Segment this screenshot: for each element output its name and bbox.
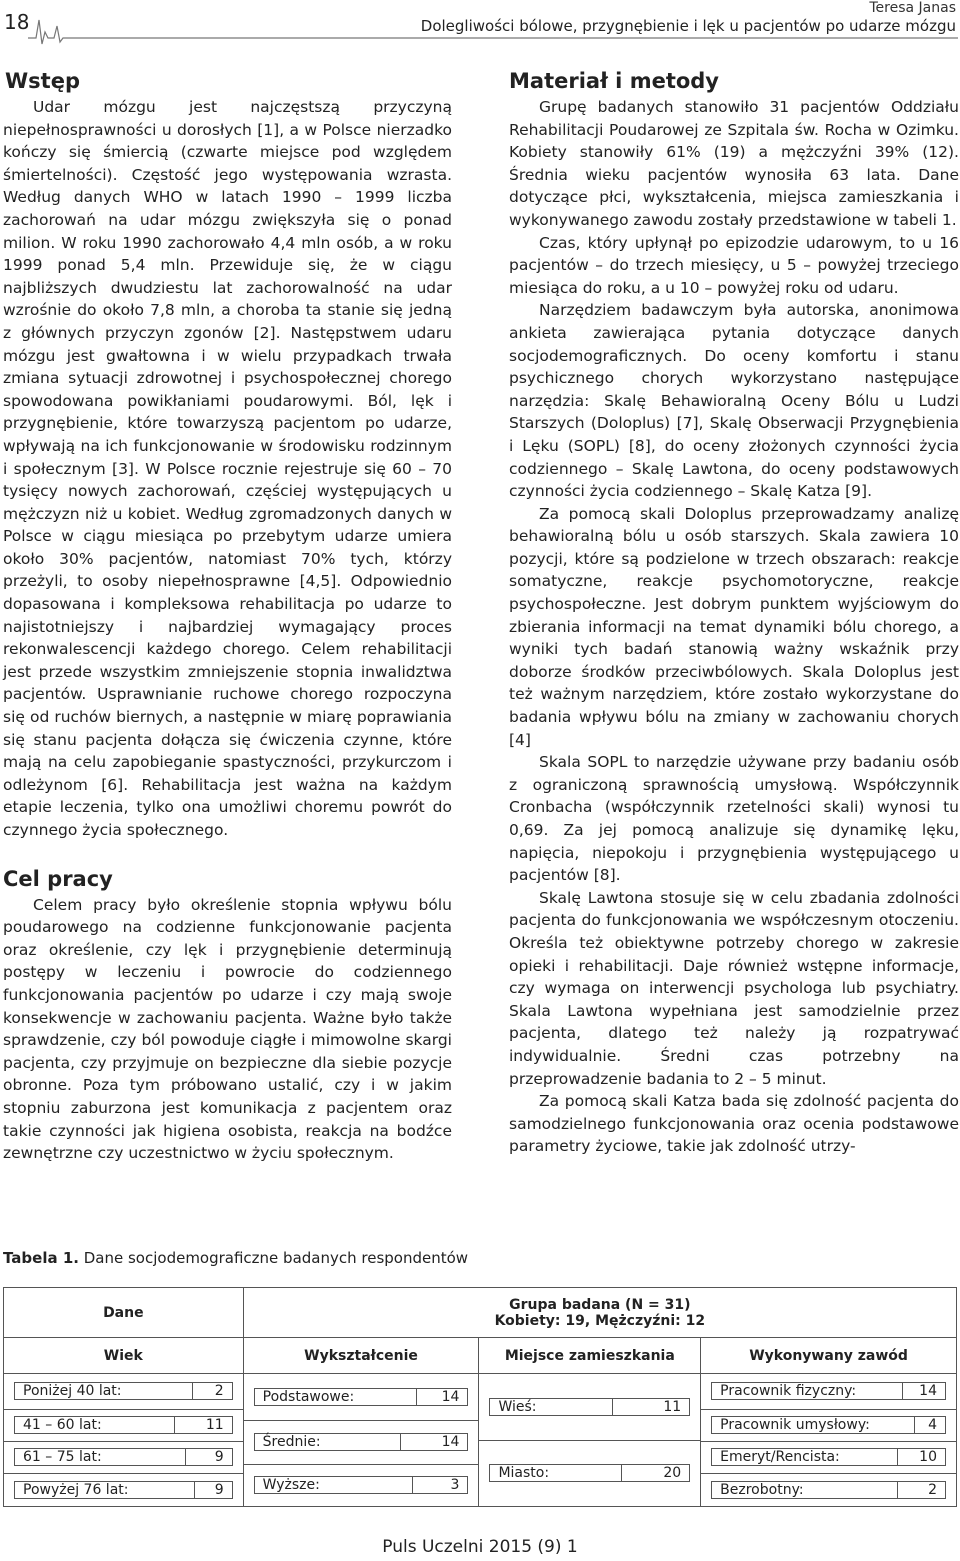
section-heading-intro: Wstęp bbox=[5, 69, 80, 93]
age-value: 9 bbox=[186, 1449, 232, 1466]
table-row bbox=[701, 1441, 956, 1473]
education-cell bbox=[243, 1374, 479, 1507]
table-row bbox=[701, 1473, 956, 1506]
methods-paragraph: Skala SOPL to narzędzie używane przy badaniu osób z ograniczoną sprawnością umysłową. Współczynnik Cronbacha (współczynnik rzetelności skali) wynosi tu 0,69. Za jej pomocą analizuje się dynamikę lęku, napięcia, niepokoju i przygnębienia występującego u pacjentów [8]. bbox=[509, 753, 959, 885]
intro-paragraph: Udar mózgu jest najczęstszą przyczyną niepełnosprawności u dorosłych [1], a w Polsce nierzadko kończy się śmiercią (czwarte miejsce pod względem śmiertelności). Częstość jego występowania wzrasta. Według danych WHO w latach 1990 – 1999 liczba zachorowań na udar mózgu zwiększyła się o ponad milion. W roku 1990 zachorowało 4,4 mln osób, a w roku 1999 ponad 5,4 mln. Przewiduje się, że w ciągu najbliższych dwudziestu lat zachorowalność na udar wzrośnie do około 7,8 mln, a choroba ta stanie się jedną z głównych przyczyn zgonów [2]. Następstwem udaru mózgu jest gwałtowna i w wielu przypadkach trwała zmiana sytuacji zdrowotnej i psychospołecznej chorego spowodowana powikłaniami poudarowymi. Ból, lęk i przygnębienie, które towarzyszą pacjentom po udarze, wpływają na ich funkcjonowanie w środowisku rodzinnym i społecznym [3]. W Polsce rocznie rejestruje się 60 – 70 tysięcy nowych zachorowań, częściej występujących u mężczyzn niż u kobiet. Według zgromadzonych danych w Polsce w ciągu miesiąca po przebytym udarze umiera około 30% pacjentów, natomiast 70% tych, którzy przeżyli, to osoby niepełnosprawne [4,5]. Odpowiednio dopasowana i kompleksowa rehabilitacja po udarze to najistotniejszy i najbardziej wymagający proces rekonwalescencji każdego chorego. Celem rehabilitacji jest przede wszystkim zmniejszenie stopnia inwalidztwa pacjentów. Usprawnianie ruchowe chorego rozpoczyna się od ruchów biernych, a następnie w miarę poprawiania się stanu pacjenta dołącza się ćwiczenia czynne, które mają na celu zapobieganie spastyczności, przykurczom i odleżynom [6]. Rehabilitacja jest ważna na każdym etapie leczenia, tylko ona umożliwi choremu powrót do czynnego życia społecznego. bbox=[3, 98, 452, 839]
occupation-list bbox=[701, 1374, 956, 1506]
education-value: 3 bbox=[413, 1477, 468, 1494]
occupation-label: Pracownik umysłowy: bbox=[712, 1417, 914, 1434]
table-row bbox=[701, 1409, 956, 1441]
methods-paragraph: Czas, który upłynął po epizodzie udarowym, to u 16 pacjentów – do trzech miesięcy, u 5 – powyżej trzeciego miesiąca do roku, a u 10 – powyżej roku od udaru. bbox=[509, 233, 959, 297]
methods-paragraph: Skalę Lawtona stosuje się w celu zbadania zdolności pacjenta do funkcjonowania we współczesnym otoczeniu. Określa też obiektywne potrzeby chorego w zakresie opieki i rehabilitacji. Daje również wstępne informacje, czy wymaga on interwencji psychologa lub psychiatry. Skala Lawtona wypełniana jest samodzielnie przez pacjenta, dlatego też należy ją rozpatrywać indywidualnie. Średni czas potrzebny na przeprowadzenie badania to 2 – 5 minut. bbox=[509, 888, 959, 1088]
occupation-value: 10 bbox=[898, 1449, 946, 1466]
table-caption-label: Tabela 1. bbox=[3, 1249, 79, 1267]
education-label: Średnie: bbox=[254, 1434, 400, 1451]
author-name: Teresa Janas bbox=[869, 0, 956, 16]
residence-value: 11 bbox=[612, 1398, 689, 1415]
col-header-residence: Miejsce zamieszkania bbox=[479, 1338, 701, 1374]
table-row bbox=[479, 1374, 700, 1440]
education-value: 14 bbox=[416, 1388, 468, 1405]
age-value: 9 bbox=[194, 1481, 232, 1498]
table-caption-text: Dane socjodemograficzne badanych respondentów bbox=[83, 1249, 469, 1267]
journal-footer: Puls Uczelni 2015 (9) 1 bbox=[382, 1537, 578, 1557]
col-header-age: Wiek bbox=[4, 1338, 244, 1374]
table-row bbox=[4, 1409, 243, 1441]
table-row bbox=[4, 1441, 243, 1473]
left-column bbox=[3, 66, 452, 1165]
col-header-occupation: Wykonywany zawód bbox=[701, 1338, 957, 1374]
methods-paragraph: Za pomocą skali Katza bada się zdolność pacjenta do samodzielnego funkcjonowania oraz ocenia podstawowe parametry życiowe, takie jak zdolność utrzy- bbox=[509, 1092, 959, 1156]
aim-paragraph: Celem pracy było określenie stopnia wpływu bólu poudarowego na codzienne funkcjonowanie pacjenta oraz określenie, czy lęk i przygnębienie determinują postępy w leczeniu i powrocie do codziennego funkcjonowania pacjentów po udarze i czy mają swoje konsekwencje w zachowaniu pacjenta. Ważne było także sprawdzenie, czy ból powoduje ciągłe i mimowolne skargi pacjenta, czy przyjmuje on bezpieczne dla siebie pozycje obronne. Poza tym próbowano ustalić, czy i w jakim stopniu zaburzona jest komunikacja z pacjentem oraz takie czynności jak higiena osobista, reakcja na bodźce zewnętrzne czy uczestnictwo w życiu społecznym. bbox=[3, 895, 452, 1163]
residence-cell bbox=[479, 1374, 701, 1507]
running-title: Dolegliwości bólowe, przygnębienie i lęk u pacjentów po udarze mózgu bbox=[420, 17, 956, 35]
table-row bbox=[244, 1464, 479, 1506]
methods-paragraph: Narzędziem badawczym była autorska, anonimowa ankieta zawierająca pytania dotyczące danych socjodemograficznych. Do oceny komfortu i stanu psychicznego chorych wykorzystano następujące narzędzia: Skalę Behawioralną Oceny Bólu u Ludzi Starszych (Doloplus) [7], Skalę Obserwacji Przygnębienia i Lęku (SOPL) [8], do oceny złożonych czynności życia codziennego – Skalę Lawtona, do oceny podstawowych czynności życia codziennego – Skalę Katza [9]. bbox=[509, 301, 959, 501]
table-caption bbox=[3, 1249, 468, 1267]
education-label: Wyższe: bbox=[254, 1477, 412, 1494]
occupation-label: Emeryt/Rencista: bbox=[712, 1449, 898, 1466]
sociodemographic-table bbox=[3, 1287, 957, 1507]
age-label: Poniżej 40 lat: bbox=[15, 1383, 193, 1400]
section-heading-methods: Materiał i metody bbox=[509, 69, 719, 93]
occupation-value: 2 bbox=[898, 1481, 946, 1498]
occupation-value: 4 bbox=[914, 1417, 945, 1434]
occupation-label: Pracownik fizyczny: bbox=[712, 1383, 902, 1400]
education-list bbox=[244, 1374, 479, 1506]
education-label: Podstawowe: bbox=[254, 1388, 416, 1405]
age-value: 11 bbox=[174, 1417, 232, 1434]
age-value: 2 bbox=[192, 1383, 232, 1400]
right-column bbox=[509, 66, 959, 1158]
table-row bbox=[479, 1440, 700, 1506]
page-header bbox=[0, 0, 960, 50]
table-row bbox=[244, 1374, 479, 1420]
age-list bbox=[4, 1374, 243, 1506]
table-row bbox=[244, 1420, 479, 1464]
methods-paragraph: Za pomocą skali Doloplus przeprowadzamy analizę behawioralną bólu u osób starszych. Skala zawiera 10 pozycji, które są podzielone w trzech obszarach: reakcje somatyczne, reakcje psychomotoryczne, reakcje psychospołeczne. Jest dobrym punktem wyjściowym do zbierania informacji na temat dynamiki bólu chorego, a wyniki tych badań stanowią ważny wskaźnik przy doborze środków przeciwbólowych. Skala Doloplus jest też ważnym narzędziem, które zostało wykorzystane do badania wpływu bólu na zmiany w zachowaniu chorych [4] bbox=[509, 504, 959, 749]
residence-list bbox=[479, 1374, 700, 1506]
table-header-group bbox=[243, 1288, 956, 1338]
table-row bbox=[4, 1374, 243, 1409]
education-value: 14 bbox=[400, 1434, 468, 1451]
residence-label: Wieś: bbox=[490, 1398, 612, 1415]
age-cell bbox=[4, 1374, 244, 1507]
col-header-education: Wykształcenie bbox=[243, 1338, 479, 1374]
table-row bbox=[701, 1374, 956, 1409]
age-label: 41 – 60 lat: bbox=[15, 1417, 175, 1434]
age-label: Powyżej 76 lat: bbox=[15, 1481, 195, 1498]
occupation-value: 14 bbox=[902, 1383, 945, 1400]
residence-value: 20 bbox=[622, 1465, 690, 1482]
section-heading-aim: Cel pracy bbox=[3, 866, 113, 891]
page-number: 18 bbox=[4, 10, 30, 34]
methods-paragraph: Grupę badanych stanowiło 31 pacjentów Oddziału Rehabilitacji Poudarowej ze Szpitala św. Rocha w Ozimku. Kobiety stanowiły 61% (19) a mężczyźni 39% (12). Średnia wieku pacjentów wynosiła 63 lata. Dane dotyczące płci, wykształcenia, miejsca zamieszkania i wykonywanego zawodu zostały przedstawione w tabeli 1. bbox=[509, 98, 959, 229]
occupation-label: Bezrobotny: bbox=[712, 1481, 898, 1498]
table-header-dane bbox=[4, 1288, 244, 1338]
group-gender-label: Kobiety: 19, Mężczyźni: 12 bbox=[494, 1312, 706, 1329]
age-label: 61 – 75 lat: bbox=[15, 1449, 186, 1466]
header-dane-label: Dane bbox=[103, 1304, 144, 1321]
table-row bbox=[4, 1473, 243, 1506]
group-size-label: Grupa badana (N = 31) bbox=[509, 1296, 691, 1313]
occupation-cell bbox=[701, 1374, 957, 1507]
residence-label: Miasto: bbox=[490, 1465, 622, 1482]
